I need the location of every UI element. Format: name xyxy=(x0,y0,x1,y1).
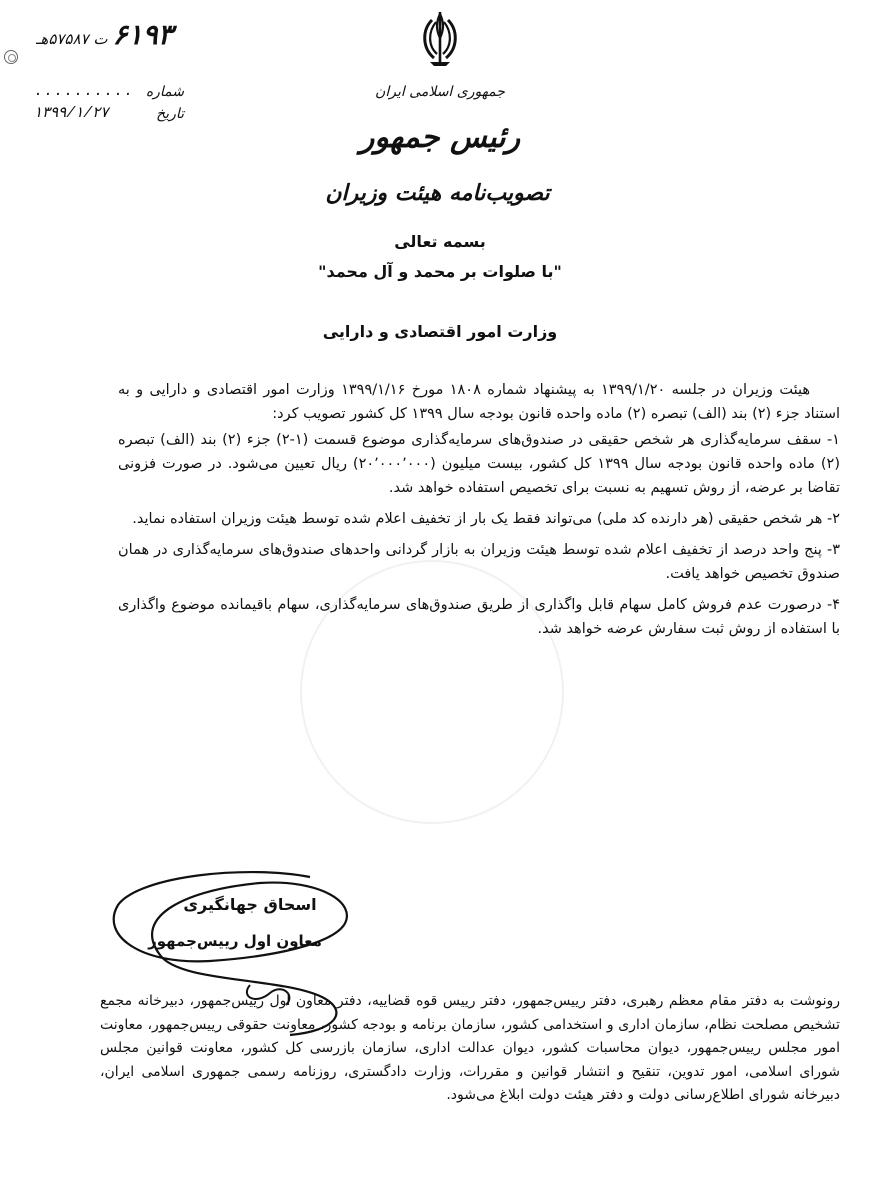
reference-main: ۶۱۹۳ xyxy=(112,18,173,51)
reference-suffix: ت ۵۷۵۸۷هـ xyxy=(36,30,108,48)
number-value: .......... xyxy=(34,83,135,100)
salawat: "با صلوات بر محمد و آل محمد" xyxy=(318,262,562,281)
copy-recipients: رونوشت به دفتر مقام معظم رهبری، دفتر رییس‌جمهور، دفتر رییس قوه قضاییه، دفتر معاون اول رییس‌جمهور، دبیرخانه مجمع تشخیص مصلحت نظام، سازمان اداری و استخدامی کشور، سازمان برنامه و بودجه کشور، معاونت حقوقی رییس‌جمهور، معاونت امور مجلس رییس‌جمهور، دیوان محاسبات کشور، دیوان عدالت اداری، سازمان بازرسی کل کشور، معاونت قوانین مجلس شورای اسلامی، امور تدوین، تنقیح و انتشار قوانین و مقررات، وزارت دادگستری، روزنامه رسمی جمهوری اسلامی ایران، دبیرخانه شورای اطلاع‌رسانی دولت و دفتر هیئت دولت ابلاغ می‌شود. xyxy=(100,993,840,1103)
clause-2: ۲- هر شخص حقیقی (هر دارنده کد ملی) می‌تواند فقط یک بار از تخفیف اعلام شده توسط هیئت وزیران استفاده نماید. xyxy=(132,511,840,527)
signer-title: معاون اول رییس‌جمهور xyxy=(148,932,322,950)
date-value: ۱۳۹۹/۱/۲۷ xyxy=(34,105,109,122)
clause-4: ۴- درصورت عدم فروش کامل سهام قابل واگذاری از طریق صندوق‌های سرمایه‌گذاری، سهام باقیمانده موضوع واگذاری با استفاده از روش ثبت سفارش عرضه خواهد شد. xyxy=(118,597,840,637)
clause-1: ۱- سقف سرمایه‌گذاری هر شخص حقیقی در صندوق‌های سرمایه‌گذاری موضوع قسمت (۱-۲) جزء (۲) بند (الف) تبصره (۲) ماده واحده قانون بودجه سال ۱۳۹۹ کل کشور، بیست میلیون (۲۰٬۰۰۰٬۰۰۰) ریال تعیین می‌شود. در صورت فزونی تقاضا بر عرضه، از روش تسهیم به نسبت برای تخصیص استفاده خواهد شد. xyxy=(118,432,841,496)
decree-body xyxy=(118,378,840,648)
iran-emblem-icon xyxy=(412,8,468,70)
approval-heading: تصویب‌نامه هیئت وزیران xyxy=(325,180,550,206)
clause-3: ۳- پنج واحد درصد از تخفیف اعلام شده توسط هیئت وزیران به بازار گردانی واحدهای صندوق‌های سرمایه‌گذاری در همان صندوق تخصیص خواهد یافت. xyxy=(118,542,840,582)
meta-block xyxy=(34,78,184,122)
basmala: بسمه تعالی xyxy=(394,232,486,251)
addressee: وزارت امور اقتصادی و دارایی xyxy=(322,322,558,341)
republic-heading: جمهوری اسلامی ایران xyxy=(375,84,505,100)
date-label: تاریخ xyxy=(156,106,184,122)
reference-number xyxy=(30,18,220,54)
number-label: شماره xyxy=(145,84,184,100)
president-heading: رئیس جمهور xyxy=(359,120,521,155)
decree-intro: هیئت وزیران در جلسه ۱۳۹۹/۱/۲۰ به پیشنهاد شماره ۱۸۰۸ مورخ ۱۳۹۹/۱/۱۶ وزارت امور اقتصادی و دارایی و به استناد جزء (۲) بند (الف) تبصره (۲) ماده واحده قانون بودجه سال ۱۳۹۹ کل کشور تصویب کرد: xyxy=(118,382,840,422)
signer-name: اسحاق جهانگیری xyxy=(183,895,317,914)
punch-hole-icon xyxy=(4,50,18,64)
